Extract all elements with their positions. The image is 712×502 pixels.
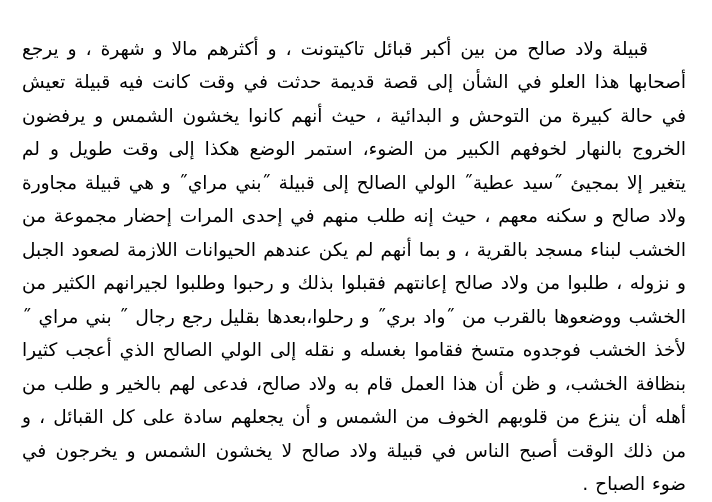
story-paragraph: قبيلة ولاد صالح من بين أكبر قبائل تاكيتونت ، و أكثرهم مالا و شهرة ، و يرجع أصحابها هذا العلو في الشأن إلى قصة قديمة حدثت في وقت كانت فيه قبيلة تعيش في حالة كبيرة من التوحش و البدائية ، حيث أنهم كانوا يخشون الشمس و يرفضون الخروج بالنهار لخوفهم الكبير من الضوء، استمر الوضع هكذا إلى وقت طويل و لم يتغير إلا بمجيئ ˝سيد عطية˝ الولي الصالح إلى قبيلة ˝بني مراي˝ و هي قبيلة مجاورة ولاد صالح و سكنه معهم ، حيث إنه طلب منهم في إحدى المرات إحضار مجموعة من الخشب لبناء مسجد بالقرية ، و بما أنهم لم يكن عندهم الحيوانات اللازمة لصعود الجبل و نزوله ، طلبوا من ولاد صالح إعانتهم فقبلوا بذلك و رحبوا وطلبوا لجيرانهم الكثير من الخشب ووضعوها بالقرب من ˝واد بري˝ و رحلوا،بعدها بقليل رجع رجال ˝ بني مراي ˝ لأخذ الخشب فوجدوه متسخ فقاموا بغسله و نقله إلى الولي الصالح الذي أعجب كثيرا بنظافة الخشب، و ظن أن هذا العمل قام به ولاد صالح، فدعى لهم بالخير و طلب من أهله أن ينزع من قلوبهم الخوف من الشمس و أن يجعلهم سادة على كل القبائل ، و من ذلك الوقت أصبح الناس في قبيلة ولاد صالح لا يخشون الشمس و يخرجون في ضوء الصباح . bbox=[22, 38, 686, 495]
